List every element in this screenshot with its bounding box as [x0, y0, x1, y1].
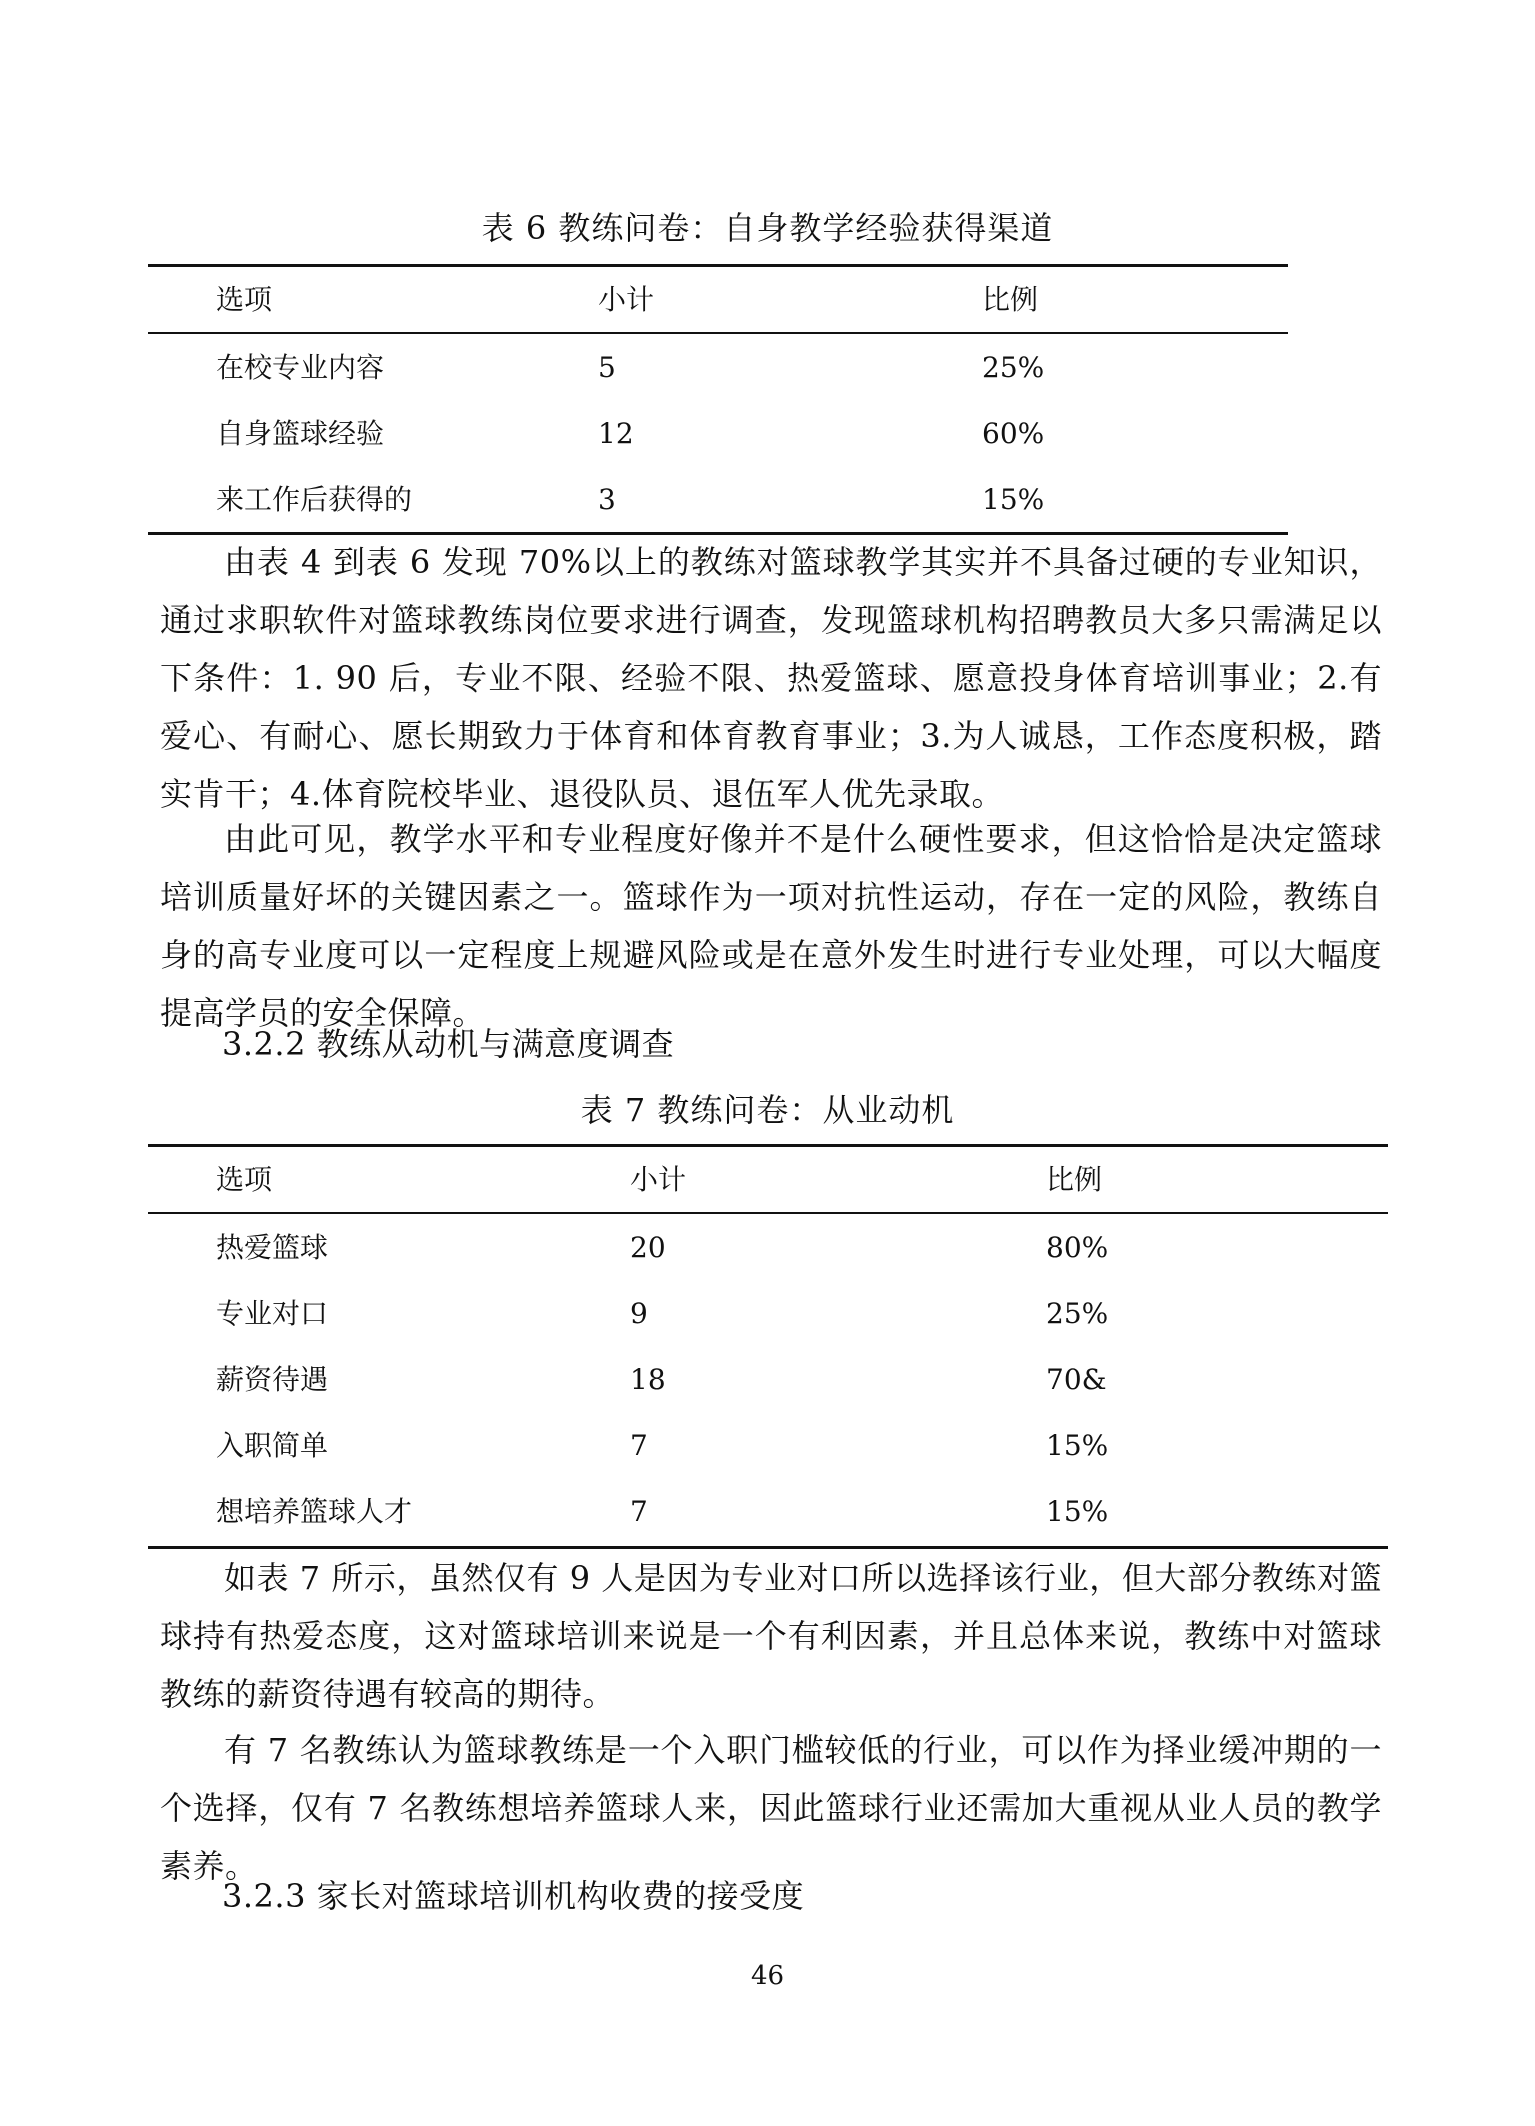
table7-row-count: 20 — [630, 1231, 666, 1264]
table7-row-option: 想培养篮球人才 — [216, 1495, 413, 1528]
table6-header-option: 选项 — [216, 283, 273, 316]
table7-header-option: 选项 — [216, 1163, 273, 1196]
page-number: 46 — [750, 1961, 785, 1991]
table7-row-ratio: 70& — [1046, 1363, 1107, 1396]
table7-row-ratio: 80% — [1046, 1231, 1109, 1264]
table7-row-ratio: 15% — [1046, 1495, 1109, 1528]
section-heading-323: 3.2.3 家长对篮球培训机构收费的接受度 — [222, 1877, 805, 1915]
table7-row-option: 热爱篮球 — [216, 1231, 329, 1264]
table7-row-ratio: 25% — [1046, 1297, 1109, 1330]
table7-header-ratio: 比例 — [1046, 1163, 1103, 1196]
table6-row-ratio: 25% — [982, 351, 1045, 384]
table7-row-option: 专业对口 — [216, 1297, 329, 1330]
table6-row-count: 5 — [598, 351, 616, 384]
body-paragraph: 如表 7 所示，虽然仅有 9 人是因为专业对口所以选择该行业，但大部分教练对篮球持有热爱态度，这对篮球培训来说是一个有利因素，并且总体来说，教练中对篮球教练的薪资待遇有较高的期待。 — [160, 1559, 1382, 1713]
table6-top-rule — [148, 264, 1288, 267]
table6-caption: 表 6 教练问卷：自身教学经验获得渠道 — [481, 209, 1054, 247]
table6-row-option: 自身篮球经验 — [216, 417, 385, 450]
table7-header-count: 小计 — [630, 1163, 687, 1196]
table7-row-ratio: 15% — [1046, 1429, 1109, 1462]
table7-row-option: 入职简单 — [216, 1429, 329, 1462]
table7-caption: 表 7 教练问卷：从业动机 — [580, 1091, 955, 1129]
body-paragraph: 由此可见，教学水平和专业程度好像并不是什么硬性要求，但这恰恰是决定篮球培训质量好坏的关键因素之一。篮球作为一项对抗性运动，存在一定的风险，教练自身的高专业度可以一定程度上规避风险或是在意外发生时进行专业处理，可以大幅度提高学员的安全保障。 — [160, 820, 1382, 1032]
table6-header-count: 小计 — [598, 283, 655, 316]
table6-row-option: 来工作后获得的 — [216, 483, 413, 516]
table7-row-option: 薪资待遇 — [216, 1363, 329, 1396]
section-heading-322: 3.2.2 教练从动机与满意度调查 — [222, 1025, 675, 1063]
body-paragraph: 有 7 名教练认为篮球教练是一个入职门槛较低的行业，可以作为择业缓冲期的一个选择，仅有 7 名教练想培养篮球人来，因此篮球行业还需加大重视从业人员的教学素养。 — [160, 1731, 1382, 1885]
table7-row-count: 7 — [630, 1429, 648, 1462]
table6-row-count: 3 — [598, 483, 616, 516]
table6-header-rule — [148, 332, 1288, 334]
table7-row-count: 9 — [630, 1297, 648, 1330]
body-paragraph: 由表 4 到表 6 发现 70%以上的教练对篮球教学其实并不具备过硬的专业知识，通过求职软件对篮球教练岗位要求进行调查，发现篮球机构招聘教员大多只需满足以下条件：1. 90 后，专业不限、经验不限、热爱篮球、愿意投身体育培训事业；2.有爱心、有耐心、愿长期致力于体育和体育教育事业；3.为人诚恳，工作态度积极，踏实肯干；4.体育院校毕业、退役队员、退伍军人优先录取。 — [160, 543, 1382, 813]
table6-row-ratio: 60% — [982, 417, 1045, 450]
table6-row-ratio: 15% — [982, 483, 1045, 516]
table6-row-option: 在校专业内容 — [216, 351, 385, 384]
table6-row-count: 12 — [598, 417, 634, 450]
table7-top-rule — [148, 1144, 1388, 1147]
table6-header-ratio: 比例 — [982, 283, 1039, 316]
table7-row-count: 18 — [630, 1363, 666, 1396]
table7-row-count: 7 — [630, 1495, 648, 1528]
table7-header-rule — [148, 1212, 1388, 1214]
